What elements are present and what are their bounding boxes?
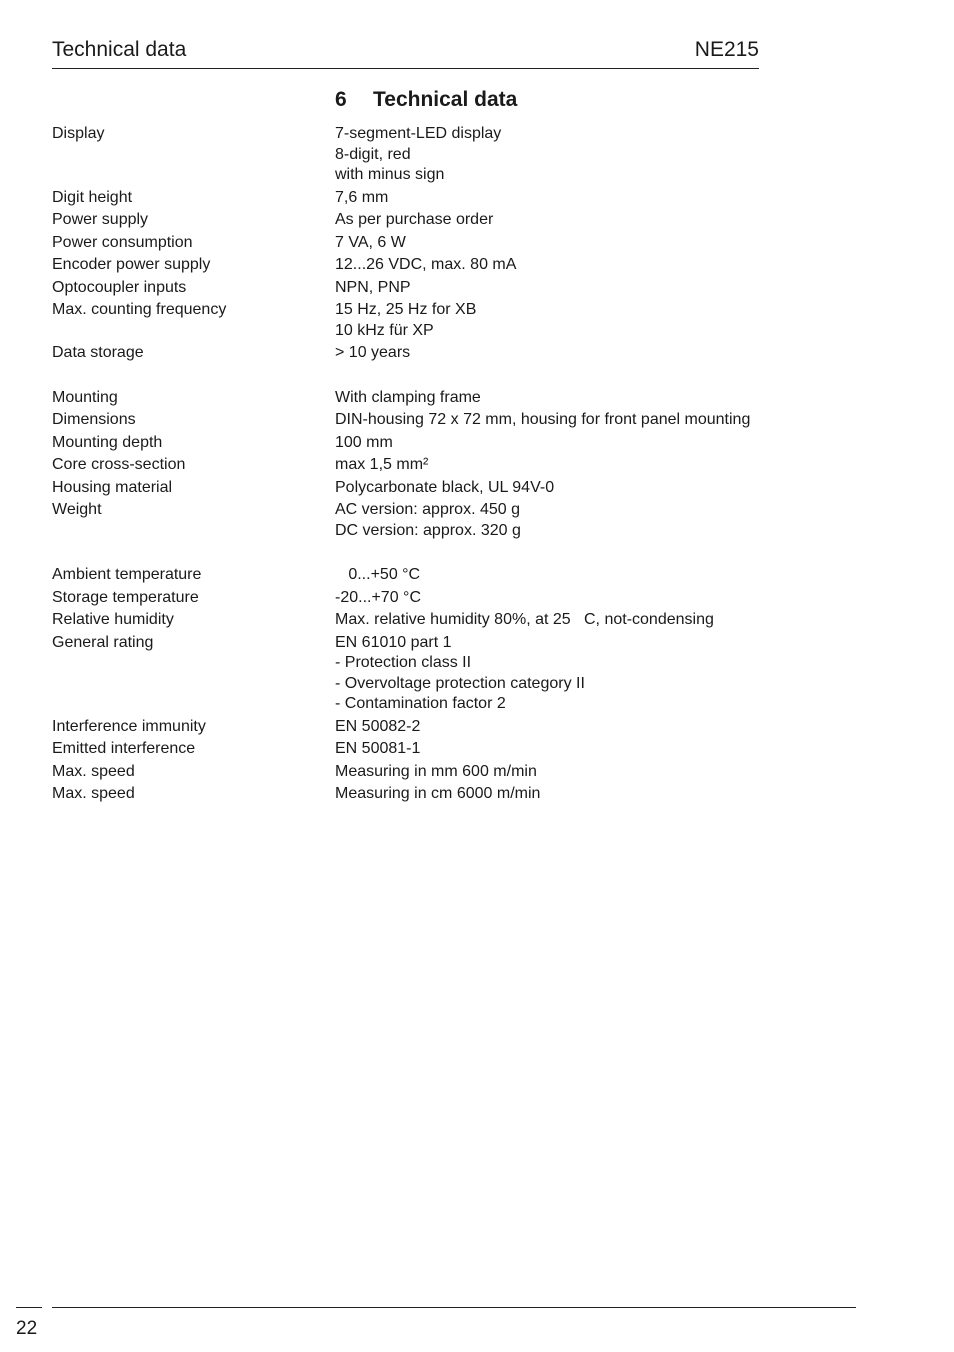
spec-row-max-speed-cm (52, 784, 912, 805)
spec-value (335, 762, 912, 783)
spec-value (335, 588, 912, 609)
spec-value-line: AC version: approx. 450 g (335, 501, 520, 518)
spec-value (335, 500, 912, 541)
spec-label: Storage temperature (52, 588, 199, 606)
section-number: 6 (335, 88, 347, 111)
spec-value (335, 278, 912, 299)
spec-value (335, 633, 912, 715)
spec-label: Interference immunity (52, 717, 206, 735)
spec-label: Max. counting frequency (52, 301, 227, 318)
spec-value-line: - Overvoltage protection category II (335, 674, 585, 692)
spec-label: Weight (52, 501, 102, 518)
spec-row-mounting-depth (52, 433, 912, 454)
spec-value-line: > 10 years (335, 344, 411, 361)
spec-row-power-consumption (52, 233, 912, 254)
spec-value (335, 455, 912, 476)
spec-value (335, 233, 912, 254)
spec-label: Mounting (52, 388, 118, 406)
section-heading (335, 86, 517, 114)
spec-value-line: - Contamination factor 2 (335, 695, 506, 712)
spec-row-digit-height (52, 188, 912, 209)
spec-value-line: 15 Hz, 25 Hz for XB (335, 301, 477, 318)
spec-value (335, 565, 912, 586)
spec-value (335, 784, 912, 805)
spec-label: Mounting depth (52, 433, 163, 451)
spec-value (335, 388, 912, 409)
spec-value-line: max 1,5 mm² (335, 456, 429, 473)
spec-row-weight (52, 500, 912, 541)
header-title: Technical data (52, 38, 187, 61)
spec-value-line: 8-digit, red (335, 145, 411, 163)
spec-value-line: 7 VA, 6 W (335, 233, 406, 251)
spec-label: Optocoupler inputs (52, 278, 187, 296)
spec-label: Housing material (52, 478, 173, 496)
page-number: 22 (16, 1318, 38, 1339)
spec-value (335, 717, 912, 738)
spec-value (335, 300, 912, 341)
spec-value-line: EN 50081-1 (335, 740, 421, 757)
spec-value (335, 210, 912, 231)
spec-row-display (52, 124, 912, 186)
spec-value (335, 410, 912, 431)
header-model: NE215 (694, 38, 759, 61)
spec-value-line: 0...+50 °C (335, 566, 421, 583)
spec-label: Dimensions (52, 411, 136, 428)
spec-row-emitted-interference (52, 739, 912, 760)
spec-value-line: 7-segment-LED display (335, 125, 502, 142)
spec-label: Encoder power supply (52, 256, 211, 273)
spec-row-data-storage (52, 343, 912, 364)
spec-value (335, 255, 912, 276)
spec-value-line: 10 kHz für XP (335, 321, 434, 339)
spec-label: Max. speed (52, 785, 135, 802)
spec-label: Power consumption (52, 233, 193, 251)
spec-value-line: 7,6 mm (335, 188, 389, 206)
spec-row-dimensions (52, 410, 912, 431)
spec-value-line: Polycarbonate black, UL 94V-0 (335, 478, 555, 496)
spec-row-relative-humidity (52, 610, 912, 631)
footer-rule-short (16, 1307, 42, 1308)
spec-value (335, 610, 912, 631)
spec-value-line: Max. relative humidity 80%, at 25 C, not-condensing (335, 611, 714, 628)
spec-value-line: Measuring in mm 600 m/min (335, 762, 537, 780)
spec-value (335, 739, 912, 760)
spec-value-line: Measuring in cm 6000 m/min (335, 785, 541, 802)
spec-value-line: As per purchase order (335, 211, 494, 228)
spec-value-line: 12...26 VDC, max. 80 mA (335, 256, 517, 273)
spec-label: Core cross-section (52, 456, 186, 473)
spec-value-line: With clamping frame (335, 388, 481, 406)
spec-value-line: EN 61010 part 1 (335, 633, 452, 651)
page-header (52, 36, 759, 69)
spec-row-housing-material (52, 478, 912, 499)
spec-value-line: NPN, PNP (335, 278, 411, 296)
spec-label: Emitted interference (52, 740, 196, 757)
spec-value-line: DC version: approx. 320 g (335, 521, 521, 539)
spec-row-general-rating (52, 633, 912, 715)
spec-value (335, 124, 912, 186)
spec-row-max-counting-frequency (52, 300, 912, 341)
spec-label: Relative humidity (52, 611, 174, 628)
spec-row-core-cross-section (52, 455, 912, 476)
spec-value-line: - Protection class II (335, 654, 472, 671)
spec-row-encoder-power-supply (52, 255, 912, 276)
spec-value (335, 188, 912, 209)
spec-value-line: 100 mm (335, 433, 393, 451)
footer-rule (52, 1307, 856, 1308)
spec-label: Ambient temperature (52, 566, 202, 583)
spec-label: General rating (52, 633, 154, 651)
spec-label: Power supply (52, 211, 149, 228)
spec-table (52, 124, 912, 807)
spec-label: Data storage (52, 344, 144, 361)
spec-value (335, 343, 912, 364)
spec-label: Display (52, 125, 105, 142)
spec-row-ambient-temperature (52, 565, 912, 586)
spec-value (335, 478, 912, 499)
spec-value-line: DIN-housing 72 x 72 mm, housing for front panel mounting (335, 411, 751, 428)
spec-label: Max. speed (52, 762, 135, 780)
spec-row-optocoupler-inputs (52, 278, 912, 299)
spec-value-line: EN 50082-2 (335, 717, 421, 735)
section-title: Technical data (373, 88, 518, 111)
spec-row-max-speed-mm (52, 762, 912, 783)
spec-value (335, 433, 912, 454)
spec-row-storage-temperature (52, 588, 912, 609)
spec-label: Digit height (52, 188, 133, 206)
spec-value-line: with minus sign (335, 166, 445, 183)
spec-row-mounting (52, 388, 912, 409)
spec-row-power-supply (52, 210, 912, 231)
spec-value-line: -20...+70 °C (335, 588, 421, 606)
spec-row-interference-immunity (52, 717, 912, 738)
